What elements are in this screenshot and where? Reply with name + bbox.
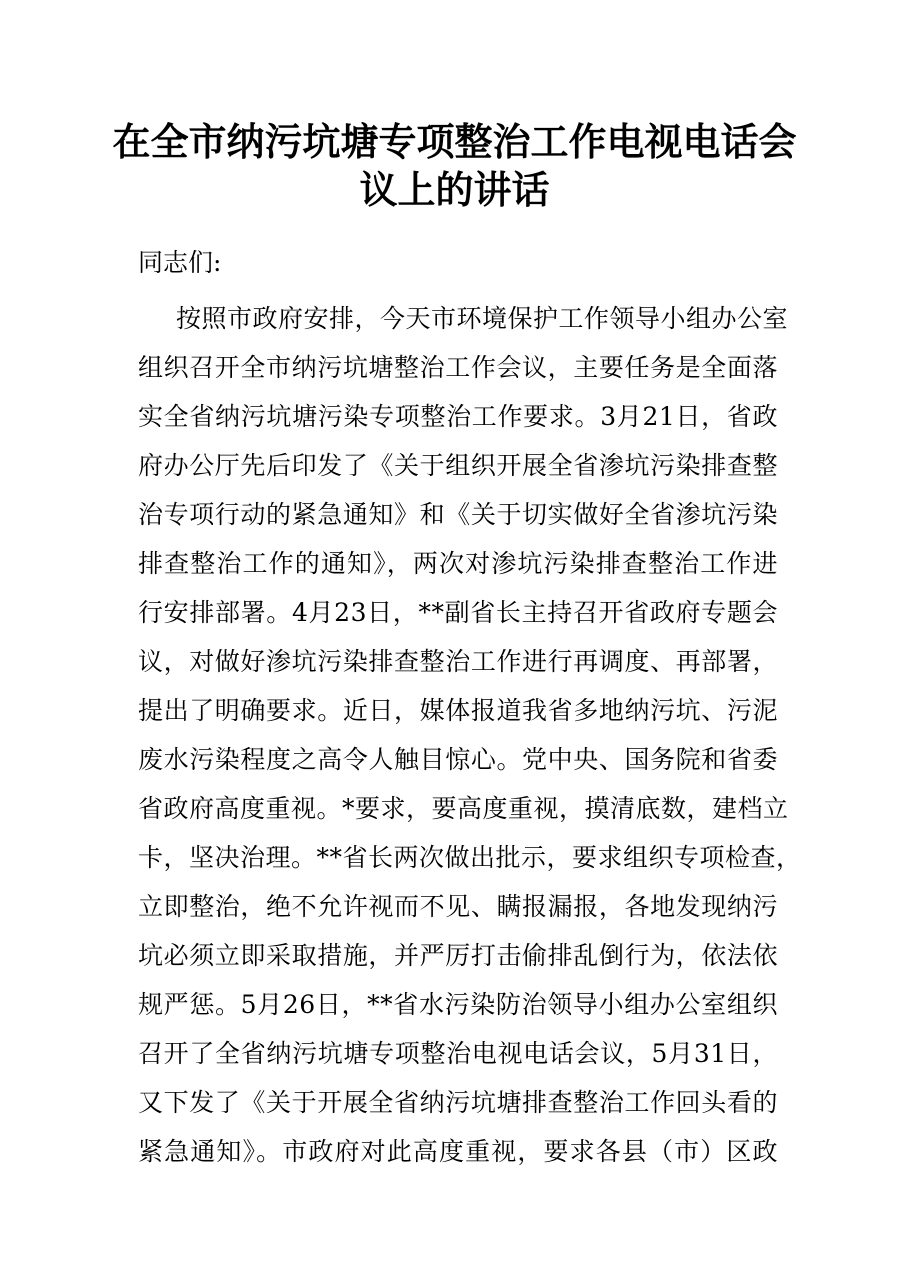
body-line: 规严惩。5月26日，**省水污染防治领导小组办公室组织 [138,990,778,1019]
salutation: 同志们: [138,248,222,277]
body-line: 府办公厅先后印发了《关于组织开展全省渗坑污染排查整 [138,451,778,480]
body-line: 紧急通知》。市政府对此高度重视，要求各县（市）区政 [138,1137,778,1166]
body-line: 按照市政府安排，今天市环境保护工作领导小组办公室 [176,304,789,333]
body-line: 废水污染程度之高令人触目惊心。党中央、国务院和省委 [138,745,778,774]
body-line: 卡，坚决治理。**省长两次做出批示，要求组织专项检查， [138,843,802,872]
body-line: 又下发了《关于开展全省纳污坑塘排查整治工作回头看的 [138,1088,778,1117]
document-title-line-1: 在全市纳污坑塘专项整治工作电视电话会 [112,119,797,164]
body-line: 提出了明确要求。近日，媒体报道我省多地纳污坑、污泥 [138,696,778,725]
body-line: 召开了全省纳污坑塘专项整治电视电话会议，5月31日， [138,1039,778,1068]
body-line: 议，对做好渗坑污染排查整治工作进行再调度、再部署， [138,647,778,676]
document-title-line-2: 议上的讲话 [359,167,550,212]
body-line: 坑必须立即采取措施，并严厉打击偷排乱倒行为，依法依 [138,941,778,970]
body-line: 行安排部署。4月23日，**副省长主持召开省政府专题会 [138,598,778,627]
body-line: 立即整治，绝不允许视而不见、瞒报漏报，各地发现纳污 [138,892,778,921]
body-line: 省政府高度重视。*要求，要高度重视，摸清底数，建档立 [138,794,789,823]
body-line: 实全省纳污坑塘污染专项整治工作要求。3月21日，省政 [138,402,778,431]
body-line: 治专项行动的紧急通知》和《关于切实做好全省渗坑污染 [138,500,778,529]
body-line: 组织召开全市纳污坑塘整治工作会议，主要任务是全面落 [138,353,778,382]
body-line: 排查整治工作的通知》，两次对渗坑污染排查整治工作进 [138,549,778,578]
